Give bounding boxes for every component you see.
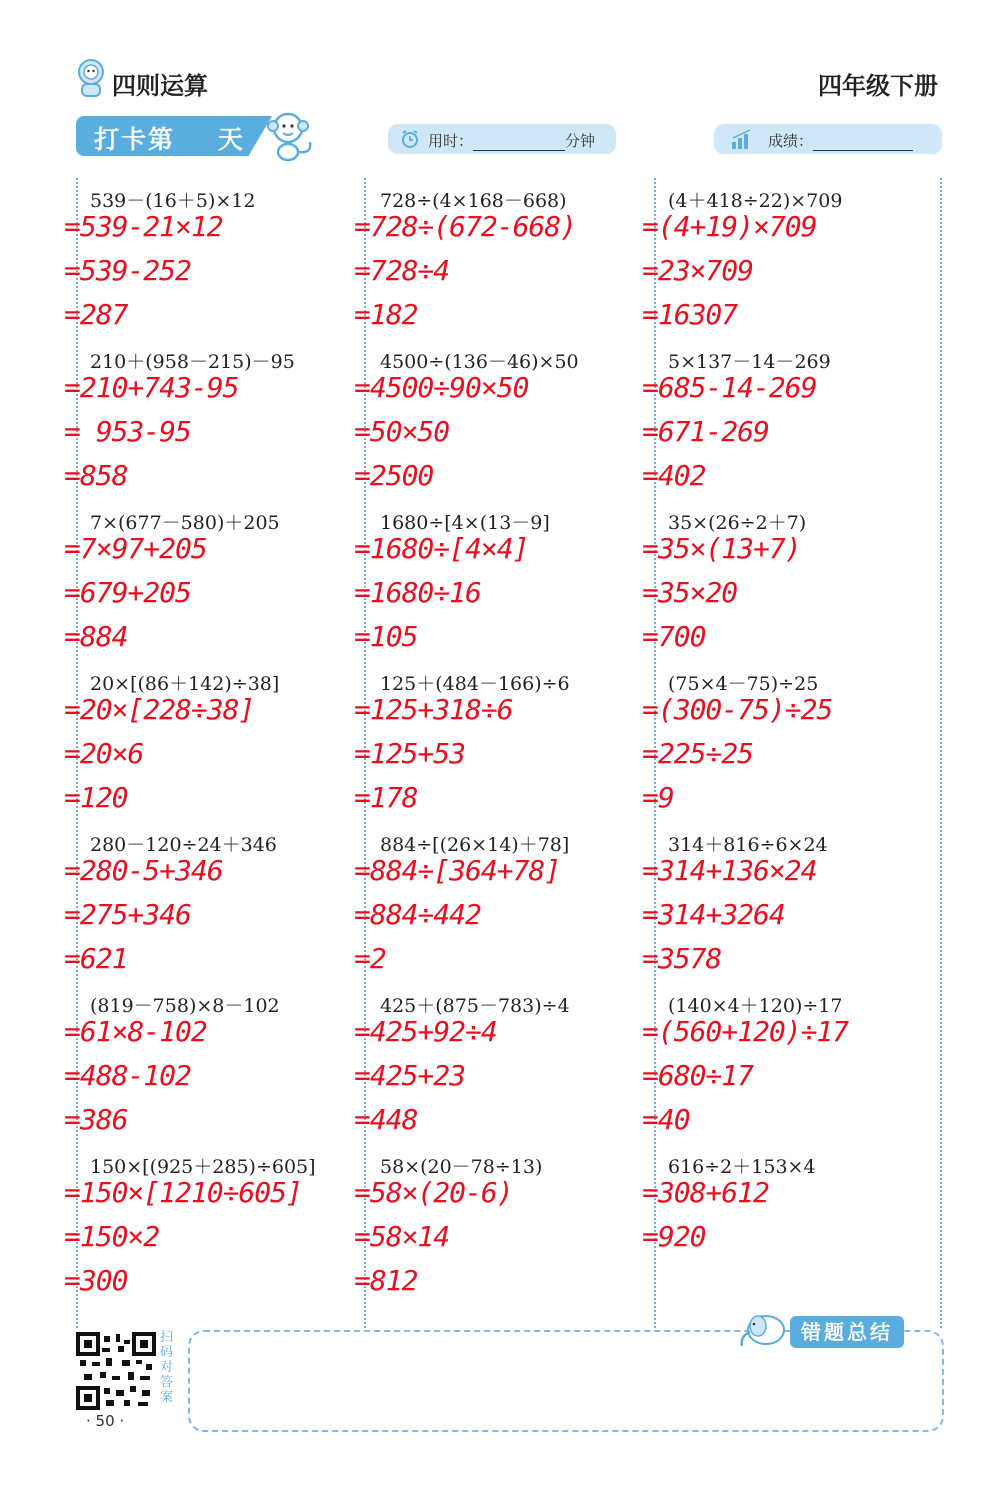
section-title: 四则运算	[112, 72, 208, 100]
handwritten-step: =50×50	[354, 415, 450, 448]
handwritten-step: =178	[354, 781, 418, 814]
handwritten-step: =(4+19)×709	[642, 210, 817, 243]
problem-expression: 280－120÷24＋346	[90, 834, 277, 856]
problem-expression: 314＋816÷6×24	[668, 834, 828, 856]
bar-chart-icon	[730, 128, 754, 150]
handwritten-step: =23×709	[642, 254, 754, 287]
column-divider	[940, 178, 942, 1328]
problem-cell	[354, 663, 648, 823]
handwritten-step: =920	[642, 1220, 706, 1253]
handwritten-step: =386	[64, 1103, 128, 1136]
handwritten-step: =105	[354, 620, 418, 653]
problem-cell	[642, 663, 936, 823]
handwritten-step: =679+205	[64, 576, 191, 609]
handwritten-step: =150×[1210÷605]	[64, 1176, 302, 1209]
handwritten-step: =621	[64, 942, 128, 975]
score-label: 成绩：	[768, 132, 814, 150]
problem-expression: 210＋(958－215)－95	[90, 351, 295, 373]
problem-cell	[64, 502, 358, 662]
problem-cell	[642, 502, 936, 662]
handwritten-step: =120	[64, 781, 128, 814]
problem-expression: 150×[(925＋285)÷605]	[90, 1156, 316, 1178]
problem-cell	[354, 341, 648, 501]
problem-cell	[642, 180, 936, 340]
problem-expression: 125＋(484－166)÷6	[380, 673, 570, 695]
handwritten-step: =884÷442	[354, 898, 481, 931]
score-blank[interactable]	[813, 136, 913, 151]
handwritten-step: =150×2	[64, 1220, 160, 1253]
problem-cell	[64, 341, 358, 501]
handwritten-step: =35×(13+7)	[642, 532, 801, 565]
problem-expression: 1680÷[4×(13－9]	[380, 512, 550, 534]
handwritten-step: =448	[354, 1103, 418, 1136]
handwritten-step: =4500÷90×50	[354, 371, 529, 404]
checkin-text: 打卡第 天	[94, 125, 245, 154]
handwritten-step: =671-269	[642, 415, 769, 448]
handwritten-step: =125+318÷6	[354, 693, 513, 726]
monkey-mascot-icon	[262, 108, 318, 162]
handwritten-step: =680÷17	[642, 1059, 754, 1092]
problem-expression: 20×[(86＋142)÷38]	[90, 673, 280, 695]
page-number: · 50 ·	[86, 1412, 125, 1430]
problem-expression: (819－758)×8－102	[90, 995, 280, 1017]
problem-expression: (140×4＋120)÷17	[668, 995, 843, 1017]
lion-mascot-icon	[74, 58, 108, 98]
handwritten-step: =16307	[642, 298, 738, 331]
problem-expression: 4500÷(136－46)×50	[380, 351, 579, 373]
handwritten-step: =182	[354, 298, 418, 331]
handwritten-step: =40	[642, 1103, 690, 1136]
problem-expression: (75×4－75)÷25	[668, 673, 819, 695]
handwritten-step: =275+346	[64, 898, 191, 931]
handwritten-step: =884	[64, 620, 128, 653]
handwritten-step: =314+136×24	[642, 854, 817, 887]
handwritten-step: =539-21×12	[64, 210, 223, 243]
problem-cell	[64, 180, 358, 340]
problem-expression: 58×(20－78÷13)	[380, 1156, 543, 1178]
handwritten-step: =308+612	[642, 1176, 769, 1209]
handwritten-step: =20×6	[64, 737, 144, 770]
problem-cell	[64, 985, 358, 1145]
handwritten-step: =125+53	[354, 737, 466, 770]
handwritten-step: =210+743-95	[64, 371, 239, 404]
handwritten-step: =58×(20-6)	[354, 1176, 513, 1209]
handwritten-step: =225÷25	[642, 737, 754, 770]
handwritten-step: =7×97+205	[64, 532, 207, 565]
problem-cell	[64, 663, 358, 823]
handwritten-step: =300	[64, 1264, 128, 1297]
handwritten-step: =35×20	[642, 576, 738, 609]
handwritten-step: =2500	[354, 459, 434, 492]
time-label: 用时：	[428, 132, 474, 150]
time-blank[interactable]	[473, 136, 565, 151]
handwritten-step: =685-14-269	[642, 371, 817, 404]
problem-expression: 35×(26÷2＋7)	[668, 512, 807, 534]
handwritten-step: =3578	[642, 942, 722, 975]
problem-cell	[354, 1146, 648, 1306]
problem-expression: 616÷2＋153×4	[668, 1156, 816, 1178]
handwritten-step: =402	[642, 459, 706, 492]
handwritten-step: =539-252	[64, 254, 191, 287]
elephant-icon	[736, 1308, 790, 1350]
handwritten-step: = 953-95	[64, 415, 191, 448]
problem-cell	[64, 1146, 358, 1306]
handwritten-step: =488-102	[64, 1059, 191, 1092]
handwritten-step: =(300-75)÷25	[642, 693, 833, 726]
handwritten-step: =728÷(672-668)	[354, 210, 577, 243]
problem-cell	[354, 985, 648, 1145]
problem-cell	[642, 1146, 936, 1306]
handwritten-step: =(560+120)÷17	[642, 1015, 849, 1048]
handwritten-step: =728÷4	[354, 254, 450, 287]
handwritten-step: =700	[642, 620, 706, 653]
problem-cell	[642, 824, 936, 984]
problem-expression: 539－(16＋5)×12	[90, 190, 256, 212]
problem-cell	[354, 824, 648, 984]
alarm-clock-icon	[400, 129, 420, 149]
handwritten-step: =425+23	[354, 1059, 466, 1092]
problem-cell	[354, 502, 648, 662]
handwritten-step: =58×14	[354, 1220, 450, 1253]
qr-code-icon[interactable]	[76, 1332, 156, 1410]
problem-cell	[64, 824, 358, 984]
problem-expression: 5×137－14－269	[668, 351, 831, 373]
handwritten-step: =425+92÷4	[354, 1015, 497, 1048]
problem-expression: 7×(677－580)＋205	[90, 512, 280, 534]
handwritten-step: =9	[642, 781, 674, 814]
handwritten-step: =1680÷16	[354, 576, 481, 609]
problem-expression: 884÷[(26×14)＋78]	[380, 834, 570, 856]
problem-expression: 425＋(875－783)÷4	[380, 995, 570, 1017]
qr-caption: 扫码对答案	[160, 1330, 174, 1405]
handwritten-step: =858	[64, 459, 128, 492]
problem-expression: 728÷(4×168－668)	[380, 190, 567, 212]
problem-cell	[642, 341, 936, 501]
handwritten-step: =812	[354, 1264, 418, 1297]
problem-expression: (4＋418÷22)×709	[668, 190, 843, 212]
handwritten-step: =61×8-102	[64, 1015, 207, 1048]
handwritten-step: =314+3264	[642, 898, 785, 931]
error-summary-label: 错题总结	[790, 1316, 904, 1348]
time-unit: 分钟	[565, 132, 596, 150]
grade-label: 四年级下册	[818, 72, 938, 100]
handwritten-step: =20×[228÷38]	[64, 693, 255, 726]
handwritten-step: =884÷[364+78]	[354, 854, 561, 887]
handwritten-step: =2	[354, 942, 386, 975]
handwritten-step: =280-5+346	[64, 854, 223, 887]
handwritten-step: =287	[64, 298, 128, 331]
problem-cell	[642, 985, 936, 1145]
handwritten-step: =1680÷[4×4]	[354, 532, 529, 565]
problem-cell	[354, 180, 648, 340]
